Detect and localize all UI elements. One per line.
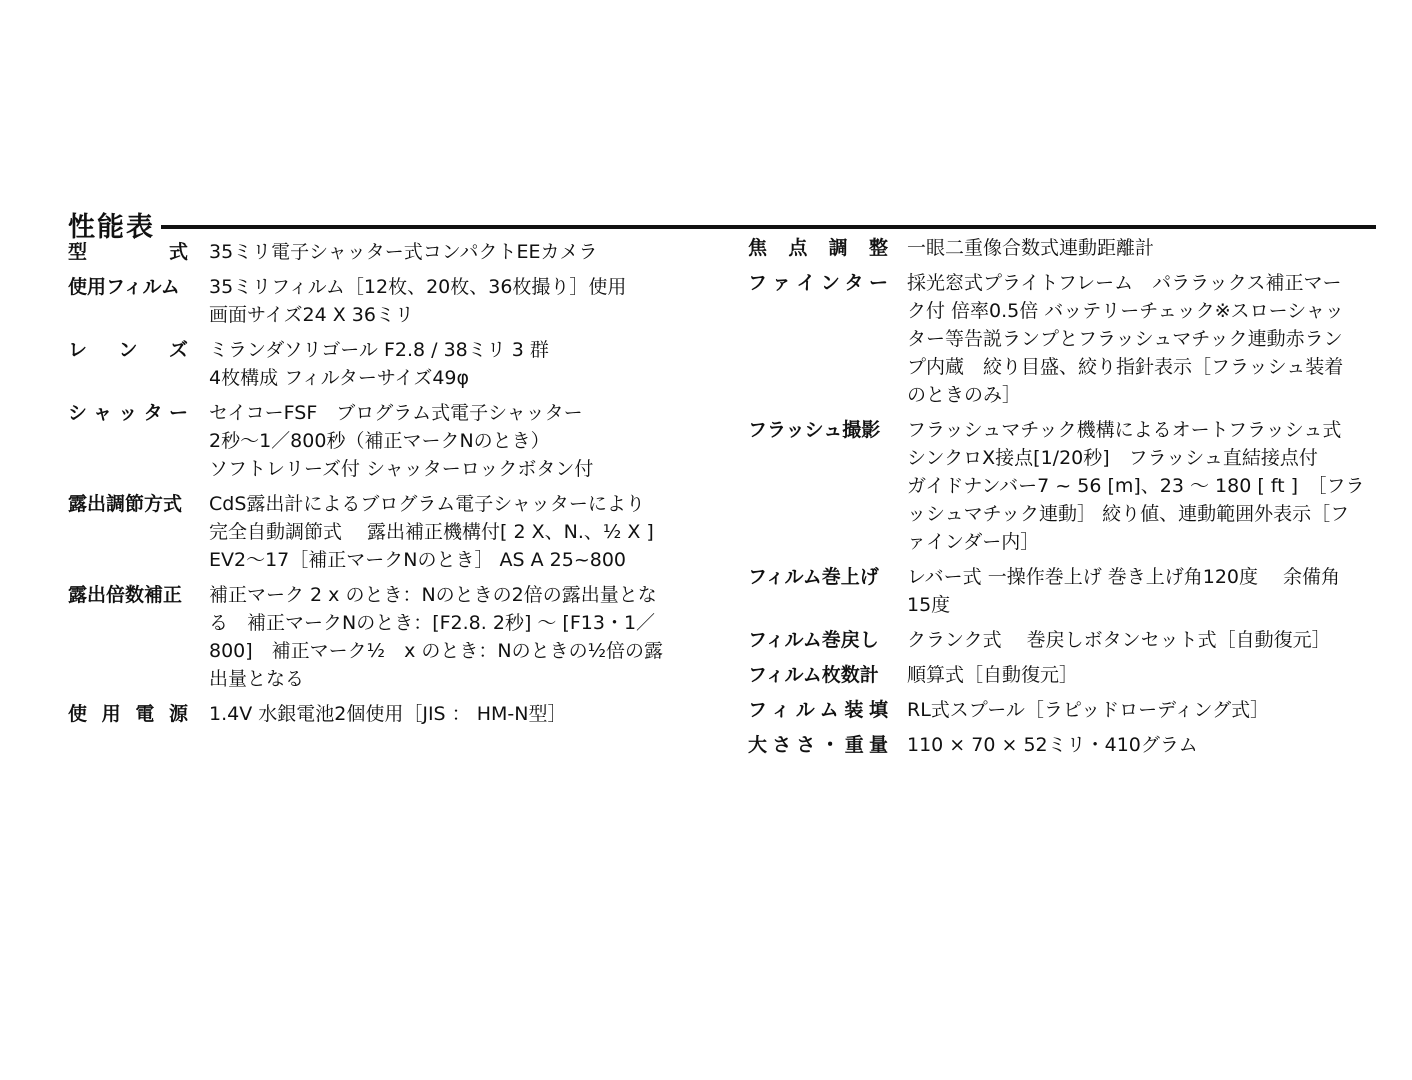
- spec-row-model: [68, 238, 680, 266]
- spec-line: EV2〜17［補正マークNのとき］ AS A 25~800: [209, 549, 627, 571]
- spec-line: RL式スプール［ラピッドローディング式］: [907, 699, 1270, 721]
- spec-label: フィルム巻戻し: [748, 629, 879, 651]
- spec-row-size-weight: [748, 731, 1374, 759]
- spec-line: ッシュマチック連動］ 絞り値、連動範囲外表示［フ: [907, 503, 1350, 525]
- spec-value: [907, 696, 1374, 724]
- spec-row-exposure-control: [68, 490, 680, 574]
- spec-value: [209, 238, 680, 266]
- spec-value: [209, 399, 680, 483]
- spec-line: クランク式 巻戻しボタンセット式［自動復元］: [907, 629, 1331, 651]
- spec-line: 800] 補正マーク½ x のとき：Nのときの½倍の露: [209, 640, 664, 662]
- spec-line: 1.4V 水銀電池2個使用［JIS ： HM-N型］: [209, 703, 567, 725]
- spec-row-shutter: [68, 399, 680, 483]
- spec-line: のときのみ］: [907, 384, 1022, 406]
- spec-value: [907, 234, 1374, 262]
- spec-line: 一眼二重像合数式連動距離計: [907, 237, 1155, 259]
- spec-row-power: [68, 700, 680, 728]
- spec-line: ター等告説ランプとフラッシュマチック連動赤ラン: [907, 328, 1343, 350]
- spec-line: 画面サイズ24 X 36ミリ: [209, 304, 414, 326]
- spec-label: 使用電源: [68, 703, 188, 725]
- spec-line: 4枚構成 フィルターサイズ49φ: [209, 367, 470, 389]
- spec-value: [209, 490, 680, 574]
- spec-row-lens: [68, 336, 680, 392]
- spec-value: [907, 731, 1374, 759]
- spec-line: る 補正マークNのとき：[F2.8. 2秒] 〜 [F13・1／: [209, 612, 656, 634]
- spec-label: 大ささ・重量: [748, 734, 888, 756]
- spec-label: フィルム装填: [748, 699, 888, 721]
- heading-rule: [161, 225, 1376, 229]
- spec-value: [907, 269, 1374, 409]
- spec-line: シンクロX接点[1/20秒] フラッシュ直結接点付: [907, 447, 1318, 469]
- page-title: 性能表: [68, 211, 155, 243]
- spec-line: ク付 倍率0.5倍 バッテリーチェック※スローシャッ: [907, 300, 1344, 322]
- spec-row-film-rewind: [748, 626, 1374, 654]
- spec-value: [907, 661, 1374, 689]
- spec-row-film-loading: [748, 696, 1374, 724]
- spec-line: プ内蔵 絞り目盛、絞り指針表示［フラッシュ装着: [907, 356, 1344, 378]
- spec-label: 露出倍数補正: [68, 584, 183, 606]
- spec-label: 型式: [68, 241, 188, 263]
- spec-line: 35ミリフィルム［12枚、20枚、36枚撮り］使用: [209, 276, 627, 298]
- spec-row-flash: [748, 416, 1374, 556]
- spec-line: ァインダー内］: [907, 531, 1040, 553]
- spec-label: ファインター: [748, 272, 888, 294]
- spec-value: [209, 336, 680, 392]
- spec-row-film: [68, 273, 680, 329]
- spec-line: ミランダソリゴール F2.8 / 38ミリ 3 群: [209, 339, 549, 361]
- spec-label: フィルム巻上げ: [748, 566, 879, 588]
- spec-line: 110 × 70 × 52ミリ・410グラム: [907, 734, 1198, 756]
- spec-line: 35ミリ電子シャッター式コンパクトEEカメラ: [209, 241, 598, 263]
- spec-label: 露出調節方式: [68, 493, 183, 515]
- spec-line: 完全自動調節式 露出補正機構付[ 2 X、N.、½ X ]: [209, 521, 654, 543]
- spec-column-right: [748, 234, 1374, 766]
- spec-value: [209, 581, 680, 693]
- spec-row-exposure-compensation: [68, 581, 680, 693]
- spec-line: 採光窓式プライトフレーム パララックス補正マー: [907, 272, 1342, 294]
- spec-value: [907, 416, 1374, 556]
- spec-value: [209, 273, 680, 329]
- spec-line: 15度: [907, 594, 951, 616]
- spec-value: [907, 626, 1374, 654]
- spec-label: フラッシュ撮影: [748, 419, 881, 441]
- spec-column-left: [68, 238, 680, 735]
- spec-label: フィルム枚数計: [748, 664, 879, 686]
- spec-row-finder: [748, 269, 1374, 409]
- spec-value: [907, 563, 1374, 619]
- spec-row-film-advance: [748, 563, 1374, 619]
- spec-label: シャッター: [68, 402, 188, 424]
- spec-line: 出量となる: [209, 668, 305, 690]
- spec-line: レバー式 一操作巻上げ 巻き上げ角120度 余備角: [907, 566, 1341, 588]
- spec-line: セイコーFSF ブログラム式電子シャッター: [209, 402, 583, 424]
- spec-label: 焦点調整: [748, 237, 888, 259]
- spec-line: CdS露出計によるブログラム電子シャッターにより: [209, 493, 645, 515]
- spec-line: 補正マーク 2 x のとき：Nのときの2倍の露出量とな: [209, 584, 657, 606]
- spec-row-frame-counter: [748, 661, 1374, 689]
- spec-row-focus: [748, 234, 1374, 262]
- spec-line: ガイドナンバー7 ~ 56 [m]、23 〜 180 [ ft ] ［フラ: [907, 475, 1365, 497]
- spec-line: ソフトレリーズ付 シャッターロックボタン付: [209, 458, 594, 480]
- spec-line: 2秒〜1／800秒（補正マークNのとき）: [209, 430, 550, 452]
- spec-line: 順算式［自動復元］: [907, 664, 1079, 686]
- spec-label: レンズ: [68, 339, 188, 361]
- spec-line: フラッシュマチック機構によるオートフラッシュ式: [907, 419, 1342, 441]
- spec-value: [209, 700, 680, 728]
- spec-label: 使用フィルム: [68, 276, 180, 298]
